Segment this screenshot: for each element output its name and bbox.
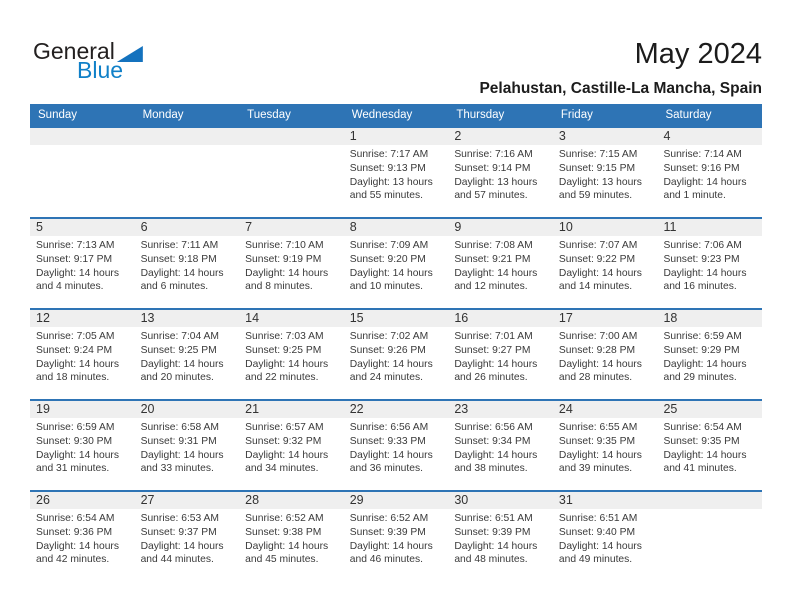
day-cell [448,310,553,399]
day-detail-line: and 55 minutes. [349,190,424,202]
day-number: 1 [349,129,357,143]
day-cell [553,492,658,581]
day-cell [553,310,658,399]
day-detail-line: Daylight: 14 hours [663,449,747,461]
day-detail-line: Sunset: 9:23 PM [663,253,740,265]
day-details [141,418,237,476]
day-details [36,327,132,385]
day-detail-line: Sunrise: 7:14 AM [663,149,742,160]
calendar-grid-body [30,126,762,581]
day-detail-line: Sunrise: 7:03 AM [245,331,324,342]
day-details [559,509,655,567]
day-cell [657,128,762,217]
day-details [663,236,759,294]
day-details [141,327,237,385]
day-detail-line: Sunset: 9:35 PM [558,435,636,447]
day-detail-line: Sunrise: 6:51 AM [558,513,638,524]
day-detail-line: Daylight: 14 hours [36,358,119,370]
day-number: 5 [36,220,43,234]
day-details [559,236,655,294]
day-detail-line: Daylight: 14 hours [245,540,329,552]
day-details [454,418,550,476]
day-cell [239,310,344,399]
day-cell [135,310,240,399]
day-cell [657,492,762,581]
day-cell [135,219,240,308]
day-number: 26 [36,493,50,507]
day-number: 25 [663,402,678,416]
day-details [350,418,446,476]
day-cell [448,128,553,217]
day-details [350,236,446,294]
weekday-header-wednesday: Wednesday [351,109,413,121]
day-number: 15 [349,311,364,325]
day-cell [344,401,449,490]
day-detail-line: Sunrise: 7:02 AM [349,331,429,342]
day-detail-line: Sunset: 9:25 PM [245,344,322,356]
day-detail-line: and 59 minutes. [558,190,633,202]
day-number: 16 [454,311,469,325]
day-cell [448,492,553,581]
day-details [36,418,132,476]
day-cell [344,219,449,308]
day-detail-line: Sunset: 9:39 PM [454,526,531,538]
day-detail-line: Daylight: 14 hours [36,267,119,279]
day-detail-line: Sunset: 9:40 PM [558,526,636,538]
day-details [454,327,550,385]
day-number: 19 [36,402,50,416]
day-detail-line: and 45 minutes. [245,554,319,566]
day-details [663,418,759,476]
day-cell [239,128,344,217]
day-number: 13 [140,311,155,325]
day-number: 28 [245,493,260,507]
day-detail-line: Sunset: 9:25 PM [140,344,217,356]
day-number: 8 [349,220,357,234]
day-detail-line: Daylight: 14 hours [454,267,538,279]
day-detail-line: Sunrise: 7:06 AM [663,240,742,251]
day-details [141,509,237,567]
day-detail-line: Daylight: 14 hours [140,267,224,279]
day-detail-line: Sunrise: 7:11 AM [140,240,219,251]
day-detail-line: Sunset: 9:18 PM [140,253,217,265]
day-detail-line: Daylight: 14 hours [558,449,642,461]
day-number: 27 [140,493,155,507]
day-number: 21 [245,402,260,416]
day-cell [448,401,553,490]
day-detail-line: Sunrise: 7:08 AM [454,240,533,251]
day-number: 18 [663,311,678,325]
day-cell [344,128,449,217]
day-detail-line: Daylight: 13 hours [558,176,642,188]
day-details [245,128,341,131]
day-cell [135,401,240,490]
day-number: 24 [558,402,573,416]
day-details [663,145,759,203]
day-number: 3 [558,129,566,143]
day-number: 20 [140,402,155,416]
day-details [245,418,341,476]
day-detail-line: Daylight: 14 hours [558,540,642,552]
day-detail-line: and 31 minutes. [36,463,110,475]
day-detail-line: Daylight: 14 hours [349,358,433,370]
day-detail-line: Sunset: 9:33 PM [349,435,426,447]
day-detail-line: Sunrise: 6:52 AM [349,513,429,524]
day-details [350,509,446,567]
day-detail-line: Sunrise: 7:15 AM [558,149,638,160]
day-detail-line: Sunrise: 7:09 AM [349,240,429,251]
day-detail-line: and 22 minutes. [245,372,319,384]
day-detail-line: and 41 minutes. [663,463,737,475]
weekday-header-thursday: Thursday [456,109,505,121]
day-detail-line: and 6 minutes. [140,281,209,293]
day-cell [344,492,449,581]
day-detail-line: and 8 minutes. [245,281,313,293]
day-detail-line: Sunset: 9:21 PM [454,253,531,265]
day-detail-line: Sunrise: 7:16 AM [454,149,533,160]
day-detail-line: Sunset: 9:17 PM [36,253,113,265]
weekday-header-monday: Monday [142,109,184,121]
day-details [559,327,655,385]
day-detail-line: Sunset: 9:36 PM [36,526,113,538]
day-details [141,128,237,131]
day-detail-line: Sunset: 9:30 PM [36,435,113,447]
day-number: 11 [663,220,677,234]
day-cell [553,128,658,217]
day-number: 30 [454,493,469,507]
day-detail-line: and 44 minutes. [140,554,214,566]
day-detail-line: Sunset: 9:35 PM [663,435,740,447]
day-detail-line: Sunrise: 7:17 AM [349,149,429,160]
day-detail-line: Daylight: 14 hours [454,449,538,461]
day-detail-line: Sunset: 9:37 PM [140,526,217,538]
day-detail-line: Daylight: 14 hours [349,267,433,279]
day-detail-line: Sunset: 9:34 PM [454,435,531,447]
day-detail-line: and 29 minutes. [663,372,737,384]
day-detail-line: Sunset: 9:27 PM [454,344,531,356]
day-number: 14 [245,311,260,325]
day-detail-line: Sunrise: 7:07 AM [558,240,638,251]
day-detail-line: and 28 minutes. [558,372,633,384]
day-detail-line: and 20 minutes. [140,372,214,384]
day-details [36,128,132,131]
day-detail-line: and 48 minutes. [454,554,528,566]
day-cell [344,310,449,399]
day-detail-line: Daylight: 14 hours [454,540,538,552]
day-number: 6 [140,220,148,234]
week-row [30,399,762,490]
general-blue-logo [33,40,143,82]
day-cell [30,310,135,399]
logo-text-blue: Blue [77,57,124,83]
day-cell [135,128,240,217]
day-detail-line: Daylight: 14 hours [140,540,224,552]
day-detail-line: Sunrise: 6:57 AM [245,422,324,433]
day-detail-line: Sunrise: 6:56 AM [454,422,533,433]
day-detail-line: Daylight: 14 hours [245,358,329,370]
day-details [350,327,446,385]
day-detail-line: Sunset: 9:24 PM [36,344,113,356]
day-number: 9 [454,220,462,234]
day-details [663,327,759,385]
day-detail-line: Sunrise: 7:04 AM [140,331,219,342]
day-detail-line: Sunrise: 6:58 AM [140,422,219,433]
weekday-header-row [30,104,762,126]
day-detail-line: Sunrise: 7:13 AM [36,240,115,251]
day-details [559,418,655,476]
day-details [454,509,550,567]
day-detail-line: Daylight: 14 hours [558,358,642,370]
day-detail-line: Sunset: 9:14 PM [454,162,531,174]
day-detail-line: Sunset: 9:19 PM [245,253,322,265]
day-detail-line: Sunrise: 6:54 AM [36,513,115,524]
day-details [454,145,550,203]
day-cell [657,401,762,490]
day-detail-line: and 10 minutes. [349,281,424,293]
weekday-header-tuesday: Tuesday [247,109,291,121]
day-detail-line: Daylight: 14 hours [663,358,747,370]
day-number: 17 [558,311,573,325]
day-detail-line: and 38 minutes. [454,463,528,475]
day-number: 12 [36,311,50,325]
day-detail-line: Sunrise: 7:10 AM [245,240,324,251]
day-detail-line: and 42 minutes. [36,554,110,566]
day-detail-line: Daylight: 14 hours [349,449,433,461]
day-detail-line: Sunrise: 6:59 AM [663,331,742,342]
day-detail-line: Sunrise: 6:54 AM [663,422,742,433]
day-detail-line: Sunset: 9:22 PM [558,253,636,265]
day-detail-line: Daylight: 14 hours [558,267,642,279]
day-cell [657,310,762,399]
day-detail-line: and 26 minutes. [454,372,528,384]
day-cell [657,219,762,308]
day-detail-line: and 24 minutes. [349,372,424,384]
day-detail-line: and 1 minute. [663,190,726,202]
day-details [245,236,341,294]
day-detail-line: Sunset: 9:32 PM [245,435,322,447]
day-cell [30,219,135,308]
day-detail-line: Daylight: 13 hours [454,176,538,188]
day-cell [448,219,553,308]
day-number: 10 [558,220,573,234]
day-detail-line: Sunrise: 6:52 AM [245,513,324,524]
day-detail-line: and 12 minutes. [454,281,528,293]
day-details [350,145,446,203]
day-number: 4 [663,129,671,143]
day-cell [30,401,135,490]
day-detail-line: Sunset: 9:16 PM [663,162,740,174]
day-number: 31 [558,493,573,507]
day-detail-line: and 46 minutes. [349,554,424,566]
week-row [30,490,762,581]
day-detail-line: and 14 minutes. [558,281,633,293]
day-detail-line: Sunset: 9:31 PM [140,435,217,447]
day-cell [553,401,658,490]
day-detail-line: Sunrise: 6:59 AM [36,422,115,433]
day-number: 7 [245,220,253,234]
day-detail-line: Sunset: 9:26 PM [349,344,426,356]
day-detail-line: Daylight: 14 hours [349,540,433,552]
day-detail-line: Sunset: 9:13 PM [349,162,426,174]
location-subtitle: Pelahustan, Castille-La Mancha, Spain [479,80,762,97]
day-detail-line: Sunset: 9:39 PM [349,526,426,538]
day-cell [135,492,240,581]
day-detail-line: Sunset: 9:29 PM [663,344,740,356]
day-detail-line: and 49 minutes. [558,554,633,566]
day-detail-line: Sunrise: 7:00 AM [558,331,638,342]
day-cell [239,401,344,490]
page-title: May 2024 [634,38,762,70]
day-detail-line: Daylight: 14 hours [245,267,329,279]
day-number: 29 [349,493,364,507]
day-detail-line: and 4 minutes. [36,281,104,293]
day-detail-line: Daylight: 13 hours [349,176,433,188]
day-cell [553,219,658,308]
day-detail-line: and 39 minutes. [558,463,633,475]
day-detail-line: Sunrise: 6:56 AM [349,422,429,433]
day-detail-line: Sunset: 9:15 PM [558,162,636,174]
day-cell [239,219,344,308]
day-number: 22 [349,402,364,416]
weekday-header-saturday: Saturday [665,109,712,121]
day-detail-line: Sunset: 9:38 PM [245,526,322,538]
day-details [36,236,132,294]
day-cell [30,492,135,581]
week-row [30,308,762,399]
day-number: 23 [454,402,469,416]
day-details [663,492,759,495]
day-detail-line: Sunrise: 7:05 AM [36,331,115,342]
week-row [30,126,762,217]
day-detail-line: Daylight: 14 hours [140,449,224,461]
day-detail-line: Daylight: 14 hours [140,358,224,370]
day-detail-line: and 57 minutes. [454,190,528,202]
day-detail-line: and 16 minutes. [663,281,737,293]
day-details [454,236,550,294]
weekday-header-friday: Friday [560,109,593,121]
calendar-grid [30,104,762,581]
logo-text-general: General [33,38,115,64]
day-detail-line: Daylight: 14 hours [663,176,747,188]
day-details [245,509,341,567]
day-details [141,236,237,294]
day-detail-line: and 34 minutes. [245,463,319,475]
day-detail-line: and 33 minutes. [140,463,214,475]
day-detail-line: and 18 minutes. [36,372,110,384]
day-detail-line: Sunset: 9:28 PM [558,344,636,356]
day-detail-line: and 36 minutes. [349,463,424,475]
day-detail-line: Sunrise: 6:51 AM [454,513,533,524]
day-cell [239,492,344,581]
day-detail-line: Daylight: 14 hours [36,540,119,552]
day-details [36,509,132,567]
day-detail-line: Daylight: 14 hours [36,449,119,461]
day-detail-line: Daylight: 14 hours [245,449,329,461]
day-details [245,327,341,385]
day-detail-line: Sunrise: 6:53 AM [140,513,219,524]
day-detail-line: Daylight: 14 hours [663,267,747,279]
day-detail-line: Daylight: 14 hours [454,358,538,370]
day-cell [30,128,135,217]
day-detail-line: Sunset: 9:20 PM [349,253,426,265]
week-row [30,217,762,308]
day-detail-line: Sunrise: 7:01 AM [454,331,533,342]
day-number: 2 [454,129,462,143]
day-details [559,145,655,203]
weekday-header-sunday: Sunday [38,109,78,121]
day-detail-line: Sunrise: 6:55 AM [558,422,638,433]
